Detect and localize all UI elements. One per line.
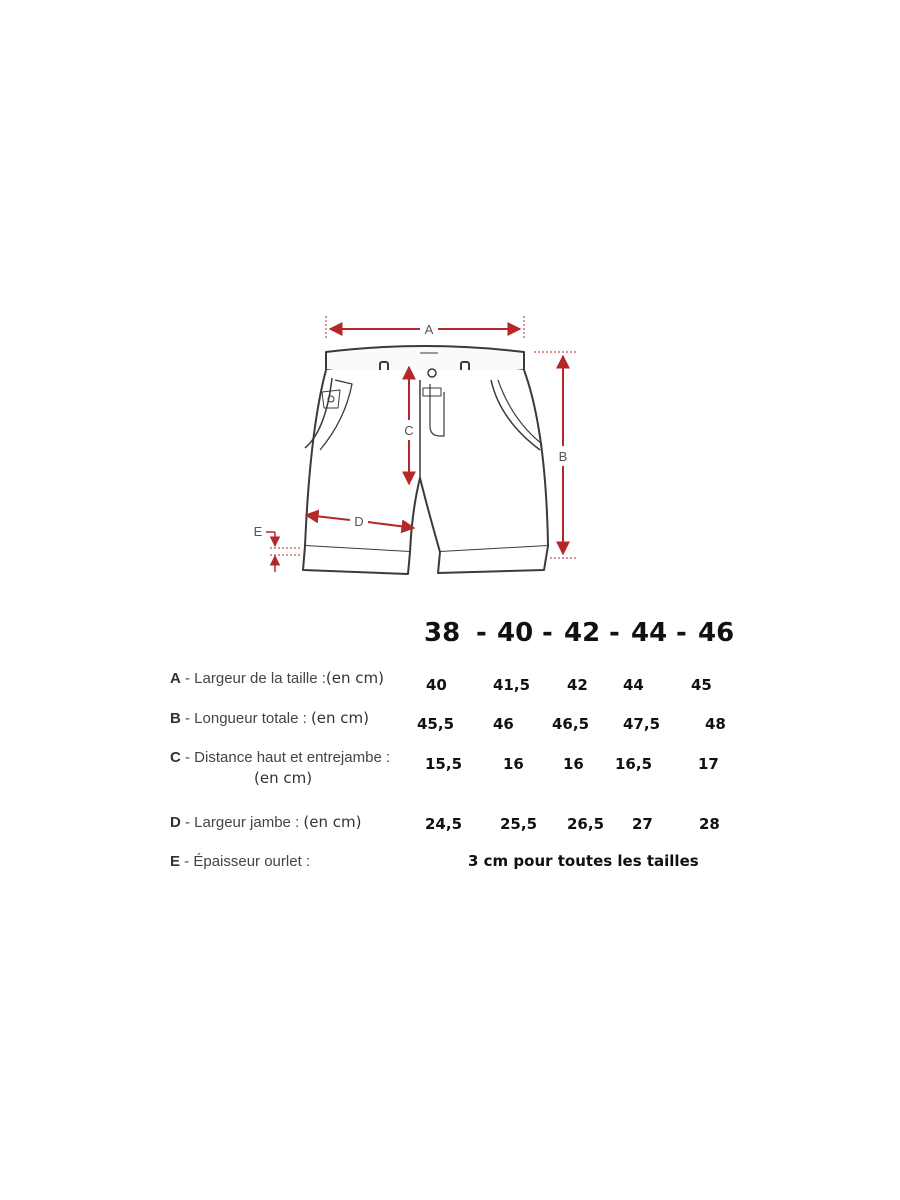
value-d-44: 27 [632,815,653,833]
value-c-40: 16 [503,755,524,773]
value-b-38: 45,5 [417,715,455,733]
value-d-38: 24,5 [425,815,463,833]
dim-label-a: A [424,322,434,337]
value-c-42: 16 [563,755,584,773]
row-b-label [170,708,369,729]
size-38: 38 [424,618,461,648]
row-letter: A [170,670,181,687]
row-letter: D [170,814,181,831]
value-d-46: 28 [699,815,720,833]
value-d-40: 25,5 [500,815,538,833]
value-a-46: 45 [691,676,712,694]
size-42: 42 [564,618,601,648]
dimension-e [254,524,300,572]
row-unit: (en cm) [310,709,370,727]
size-separator: - [542,618,553,648]
value-c-44: 16,5 [615,755,653,773]
row-d-label [170,812,361,833]
value-c-46: 17 [698,755,719,773]
row-text: - Largeur de la taille : [180,670,326,687]
row-text: - Longueur totale : [180,710,311,727]
value-a-44: 44 [623,676,644,694]
row-text: - Distance haut et entrejambe : [180,749,391,766]
shorts-outline [303,346,548,574]
value-c-38: 15,5 [425,755,463,773]
value-d-42: 26,5 [567,815,605,833]
size-40: 40 [497,618,534,648]
row-c-label [170,748,391,787]
value-a-40: 41,5 [493,676,531,694]
row-a-label [170,668,384,689]
value-b-46: 48 [705,715,726,733]
size-separator: - [609,618,620,648]
row-text: - Épaisseur ourlet : [180,853,311,870]
dimension-a [326,316,524,340]
row-letter: E [170,853,181,870]
dim-label-b: B [558,449,568,464]
size-46: 46 [698,618,735,648]
value-a-38: 40 [426,676,447,694]
row-unit: (en cm) [303,813,362,831]
value-a-42: 42 [567,676,588,694]
row-letter: C [170,749,181,766]
row-letter: B [170,710,181,727]
size-44: 44 [631,618,668,648]
row-unit: (en cm) [325,669,384,687]
hem-note: 3 cm pour toutes les tailles [468,852,699,870]
value-b-40: 46 [493,715,514,733]
size-separator: - [476,618,487,648]
row-unit: (en cm) [254,769,313,787]
dim-label-c: C [404,423,414,438]
value-b-44: 47,5 [623,715,661,733]
dim-label-e: E [253,524,263,539]
dim-label-d: D [354,514,364,529]
row-e-label [170,852,310,872]
size-separator: - [676,618,687,648]
value-b-42: 46,5 [552,715,590,733]
row-text: - Largeur jambe : [180,814,304,831]
